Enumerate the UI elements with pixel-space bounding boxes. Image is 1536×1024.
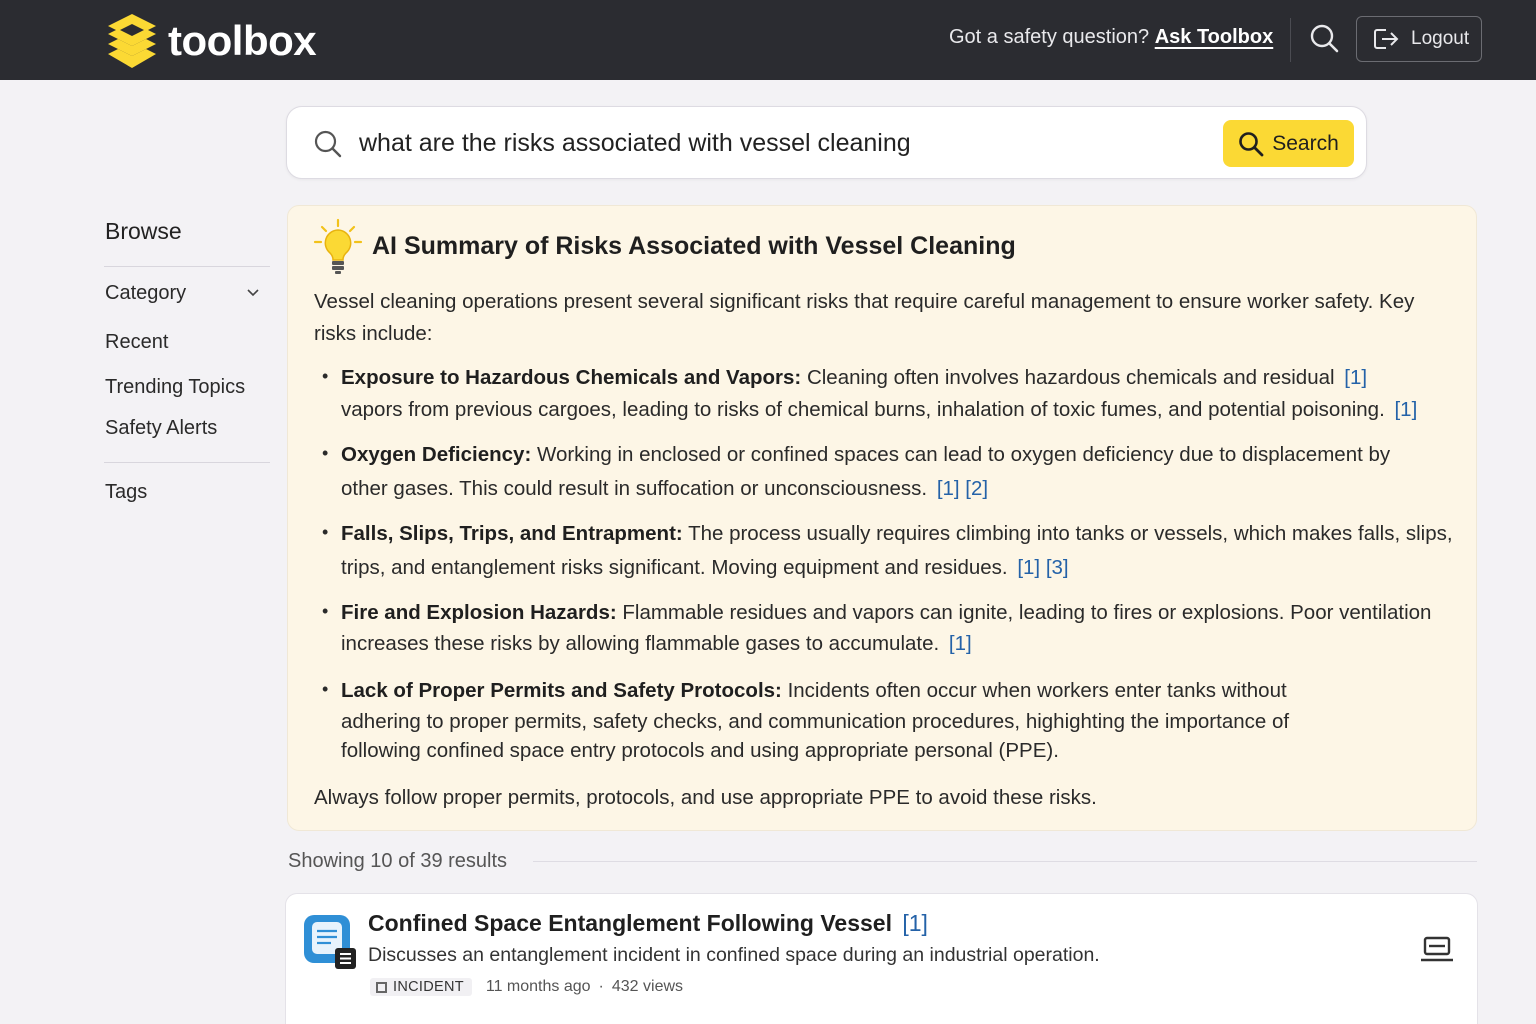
result-card[interactable] xyxy=(285,893,1478,1024)
results-count: Showing 10 of 39 results xyxy=(288,850,508,872)
risk-text: Flammable residues and vapors can ignite, leading to fires or explosions. Poor ventilation xyxy=(622,601,1432,624)
sidebar-item-trending-topics[interactable]: Trending Topics xyxy=(105,376,246,398)
citation-link[interactable]: [1] [2] xyxy=(936,477,989,500)
meta-separator: · xyxy=(598,978,604,995)
risk-heading: Fire and Explosion Hazards: xyxy=(341,601,617,624)
ask-prompt xyxy=(949,26,1273,49)
risk-heading: Lack of Proper Permits and Safety Protocols: xyxy=(341,679,782,702)
risk-text: Incidents often occur when workers enter tanks without xyxy=(787,679,1287,702)
citation-link[interactable]: [1] [3] xyxy=(1017,556,1069,579)
search-button[interactable] xyxy=(1223,120,1354,167)
header-search-icon[interactable] xyxy=(1308,22,1340,54)
summary-intro: Vessel cleaning operations present several significant risks that require careful management to ensure worker safety. Key risks include: xyxy=(314,290,1415,345)
sidebar-divider xyxy=(104,462,270,463)
logout-label: Logout xyxy=(1411,28,1470,49)
risk-text: following confined space entry protocols and using appropriate personal (PPE). xyxy=(341,739,1059,762)
lightbulb-icon xyxy=(312,218,364,276)
logout-icon xyxy=(1373,27,1399,51)
summary-title: AI Summary of Risks Associated with Vessel Cleaning xyxy=(372,232,1016,260)
sidebar-divider xyxy=(104,266,270,267)
sidebar-item-tags[interactable]: Tags xyxy=(105,481,148,503)
result-description: Discusses an entanglement incident in confined space during an industrial operation. xyxy=(368,944,1100,966)
result-meta xyxy=(370,978,683,996)
sidebar-item-category[interactable]: Category xyxy=(105,282,187,304)
sidebar-title: Browse xyxy=(105,218,182,244)
ai-summary-card xyxy=(287,205,1477,831)
document-icon xyxy=(303,914,357,970)
chevron-down-icon[interactable] xyxy=(246,288,260,298)
logo-stack-icon xyxy=(106,12,158,70)
header-divider xyxy=(1290,18,1291,62)
risk-heading: Oxygen Deficiency: xyxy=(341,443,532,466)
result-age: 11 months ago xyxy=(485,978,591,995)
citation-link[interactable]: [1] xyxy=(1344,366,1368,389)
risk-heading: Exposure to Hazardous Chemicals and Vapors: xyxy=(341,366,802,389)
risk-text: trips, and entanglement risks significant. Moving equipment and residues. xyxy=(341,556,1008,579)
bullet-dot: • xyxy=(322,679,329,699)
risk-text: Working in enclosed or confined spaces can lead to oxygen deficiency due to displacement by xyxy=(536,443,1391,466)
citation-link[interactable]: [1] xyxy=(948,632,972,655)
result-views: 432 views xyxy=(611,978,684,995)
logo-text: toolbox xyxy=(168,17,317,64)
toolbox-logo[interactable] xyxy=(106,12,316,70)
search-button-icon xyxy=(1238,131,1264,157)
ask-toolbox-link[interactable]: Ask Toolbox xyxy=(1154,26,1274,48)
result-title[interactable] xyxy=(368,910,928,937)
result-title-text[interactable]: Confined Space Entanglement Following Vessel xyxy=(368,910,892,936)
search-bar xyxy=(286,106,1367,179)
logout-button[interactable] xyxy=(1356,16,1482,62)
risk-text: vapors from previous cargoes, leading to risks of chemical burns, inhalation of toxic fumes, and potential poisoning. xyxy=(341,398,1385,421)
summary-closing: Always follow proper permits, protocols, and use appropriate PPE to avoid these risks. xyxy=(314,786,1097,809)
risk-text: Cleaning often involves hazardous chemicals and residual xyxy=(806,366,1335,389)
risk-text: The process usually requires climbing into tanks or vessels, which makes falls, slips, xyxy=(688,522,1453,545)
search-input[interactable] xyxy=(359,123,1199,163)
type-badge-label: INCIDENT xyxy=(393,979,464,995)
bullet-dot: • xyxy=(322,366,329,386)
bullet-dot: • xyxy=(322,601,329,621)
badge-square-icon xyxy=(376,982,387,993)
top-navbar xyxy=(0,0,1536,80)
ask-prefix: Got a safety question? xyxy=(949,26,1150,48)
risk-text: increases these risks by allowing flammable gases to accumulate. xyxy=(341,632,940,655)
search-icon xyxy=(313,129,343,159)
bullet-dot: • xyxy=(322,443,329,463)
results-divider xyxy=(533,861,1477,862)
save-icon[interactable] xyxy=(1419,934,1455,964)
bullet-dot: • xyxy=(322,522,329,542)
citation-link[interactable]: [1] xyxy=(1394,398,1418,421)
risk-heading: Falls, Slips, Trips, and Entrapment: xyxy=(341,522,683,545)
search-button-label: Search xyxy=(1272,131,1339,155)
risk-text: other gases. This could result in suffocation or unconsciousness. xyxy=(341,477,928,500)
sidebar-item-safety-alerts[interactable]: Safety Alerts xyxy=(105,417,218,439)
type-badge xyxy=(370,978,472,996)
citation-link[interactable]: [1] xyxy=(902,910,928,936)
risk-text: adhering to proper permits, safety checks, and communication procedures, highighting the importance of xyxy=(341,710,1290,733)
sidebar-item-recent[interactable]: Recent xyxy=(105,331,169,353)
